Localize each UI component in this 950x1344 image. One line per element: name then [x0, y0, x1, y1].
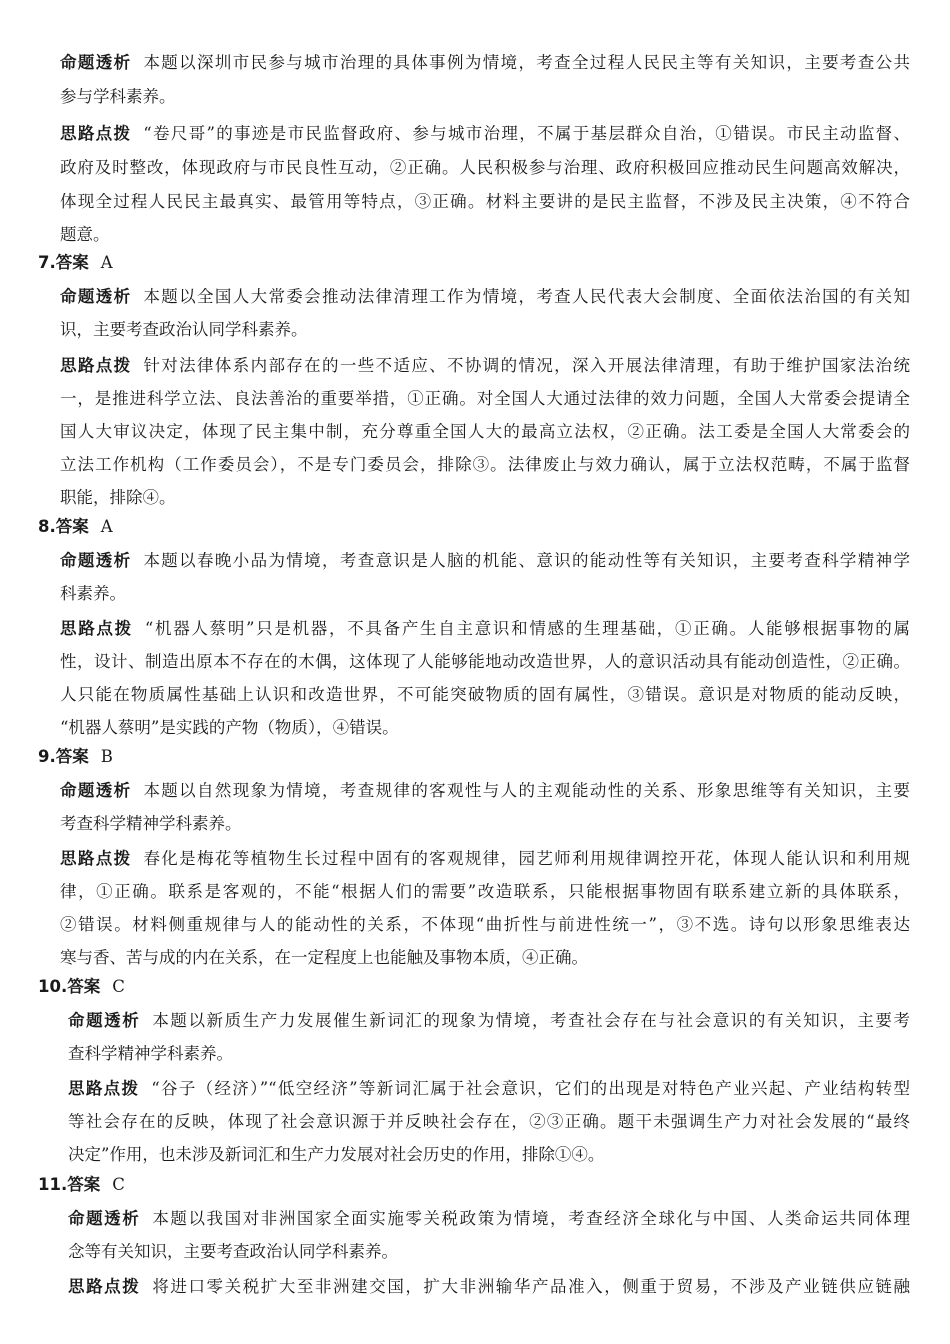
question-11-answer	[38, 1168, 125, 1201]
answer-choice: C	[112, 1175, 125, 1194]
section-label: 命题透析	[60, 287, 132, 306]
top-hint-line-2: 政府及时整改，体现政府与市民良性互动，②正确。人民积极参与治理、政府积极回应推动民生问题高效解决，	[60, 158, 910, 177]
question-number: 答案	[67, 1175, 101, 1194]
question-8-answer	[38, 510, 113, 543]
q7-hint-line-1	[60, 349, 910, 382]
q11-hint-line-1	[68, 1270, 910, 1303]
top-analysis-line-2: 参与学科素养。	[60, 87, 176, 106]
question-number: 8.	[38, 517, 56, 536]
q10-hint-line-1	[68, 1072, 910, 1105]
q11-analysis-line-1	[68, 1202, 910, 1235]
paragraph-text: 本题以我国对非洲国家全面实施零关税政策为情境，考查经济全球化与中国、人类命运共同体理	[152, 1209, 910, 1228]
q9-hint-line-4: 寒与香、苦与成的内在关系，在一定程度上也能触及事物本质，④正确。	[60, 948, 588, 967]
q10-hint-line-2: 等社会存在的反映，体现了社会意识源于并反映社会存在，②③正确。题干未强调生产力对社会发展的“最终	[68, 1112, 910, 1131]
question-9-answer	[38, 740, 113, 773]
question-number: 10.	[38, 977, 68, 996]
top-hint-line-3: 体现全过程人民民主最真实、最管用等特点，③正确。材料主要讲的是民主监督，不涉及民主决策，④不符合	[60, 192, 910, 211]
answer-choice: C	[112, 977, 125, 996]
question-number: 答案	[55, 747, 89, 766]
section-label: 命题透析	[68, 1011, 141, 1030]
answer-choice: A	[100, 253, 113, 272]
q7-analysis-line-1	[60, 280, 910, 313]
q9-hint-line-2: 律，①正确。联系是客观的，不能“根据人们的需要”改造联系，只能根据事物固有联系建立新的具体联系，	[60, 882, 910, 901]
top-hint-line-4: 题意。	[60, 225, 110, 244]
section-label: 思路点拨	[60, 619, 133, 638]
paragraph-text: 本题以全国人大常委会推动法律清理工作为情境，考查人民代表大会制度、全面依法治国的有关知	[143, 287, 910, 306]
question-number: 11.	[38, 1175, 68, 1194]
q7-hint-line-3: 国人大审议决定，体现了民主集中制，充分尊重全国人大的最高立法权，②正确。法工委是全国人大常委会的	[60, 422, 910, 441]
question-10-answer	[38, 970, 125, 1003]
section-label: 命题透析	[60, 781, 132, 800]
q7-hint-line-5: 职能，排除④。	[60, 488, 176, 507]
q8-hint-line-4: “机器人蔡明”是实践的产物（物质），④错误。	[60, 718, 399, 737]
paragraph-text: “卷尺哥”的事迹是市民监督政府、参与城市治理，不属于基层群众自治，①错误。市民主动监督、	[143, 124, 910, 143]
section-label: 命题透析	[60, 551, 132, 570]
q8-analysis-line-2: 科素养。	[60, 584, 126, 603]
q7-hint-line-4: 立法工作机构（工作委员会），不是专门委员会，排除③。法律废止与效力确认，属于立法权范畴，不属于监督	[60, 455, 910, 474]
question-number: 9.	[38, 747, 56, 766]
paragraph-text: “机器人蔡明”只是机器，不具备产生自主意识和情感的生理基础，①正确。人能够根据事物的属	[144, 619, 910, 638]
section-label: 思路点拨	[68, 1079, 140, 1098]
paragraph-text: “谷子（经济）”“低空经济”等新词汇属于社会意识，它们的出现是对特色产业兴起、产业结构转型	[151, 1079, 910, 1098]
q10-hint-line-3: 决定”作用，也未涉及新词汇和生产力发展对社会历史的作用，排除①④。	[68, 1145, 605, 1164]
q9-analysis-line-2: 考查科学精神学科素养。	[60, 814, 242, 833]
paragraph-text: 本题以新质生产力发展催生新词汇的现象为情境，考查社会存在与社会意识的有关知识，主要考	[152, 1011, 910, 1030]
question-number: 7.	[38, 253, 56, 272]
answer-choice: A	[100, 517, 113, 536]
q9-analysis-line-1	[60, 774, 910, 807]
paragraph-text: 春化是梅花等植物生长过程中固有的客观规律，园艺师利用规律调控开花，体现人能认识和利用规	[143, 849, 910, 868]
answer-choice: B	[100, 747, 113, 766]
q8-hint-line-2: 性，设计、制造出原本不存在的木偶，这体现了人能够能地动改造世界，人的意识活动具有能动创造性，②正确。	[60, 652, 910, 671]
q10-analysis-line-2: 查科学精神学科素养。	[68, 1044, 233, 1063]
q7-analysis-line-2: 识，主要考查政治认同学科素养。	[60, 320, 308, 339]
q8-hint-line-1	[60, 612, 910, 645]
top-analysis-line-1	[60, 46, 910, 79]
q8-analysis-line-1	[60, 544, 910, 577]
q9-hint-line-1	[60, 842, 910, 875]
top-hint-line-1	[60, 117, 910, 150]
paragraph-text: 本题以自然现象为情境，考查规律的客观性与人的主观能动性的关系、形象思维等有关知识，主要	[143, 781, 910, 800]
paragraph-text: 本题以春晚小品为情境，考查意识是人脑的机能、意识的能动性等有关知识，主要考查科学精神学	[143, 551, 910, 570]
hint-label: 思路点拨	[60, 124, 132, 143]
paragraph-text: 针对法律体系内部存在的一些不适应、不协调的情况，深入开展法律清理，有助于维护国家法治统	[143, 356, 910, 375]
question-number: 答案	[55, 253, 89, 272]
question-number: 答案	[67, 977, 101, 996]
analysis-label: 命题透析	[60, 53, 132, 72]
q9-hint-line-3: ②错误。材料侧重规律与人的能动性的关系，不体现“曲折性与前进性统一”，③不选。诗句以形象思维表达	[60, 915, 910, 934]
q8-hint-line-3: 人只能在物质属性基础上认识和改造世界，不可能突破物质的固有属性，③错误。意识是对物质的能动反映，	[60, 685, 910, 704]
paragraph-text: 将进口零关税扩大至非洲建交国，扩大非洲输华产品准入，侧重于贸易，不涉及产业链供应链融	[152, 1277, 910, 1296]
q7-hint-line-2: 一，是推进科学立法、良法善治的重要举措，①正确。对全国人大通过法律的效力问题，全国人大常委会提请全	[60, 389, 910, 408]
q11-analysis-line-2: 念等有关知识，主要考查政治认同学科素养。	[68, 1242, 398, 1261]
section-label: 命题透析	[68, 1209, 141, 1228]
section-label: 思路点拨	[60, 849, 132, 868]
section-label: 思路点拨	[60, 356, 132, 375]
question-number: 答案	[55, 517, 89, 536]
paragraph-text: 本题以深圳市民参与城市治理的具体事例为情境，考查全过程人民民主等有关知识，主要考查公共	[143, 53, 910, 72]
question-7-answer	[38, 246, 113, 279]
section-label: 思路点拨	[68, 1277, 141, 1296]
q10-analysis-line-1	[68, 1004, 910, 1037]
